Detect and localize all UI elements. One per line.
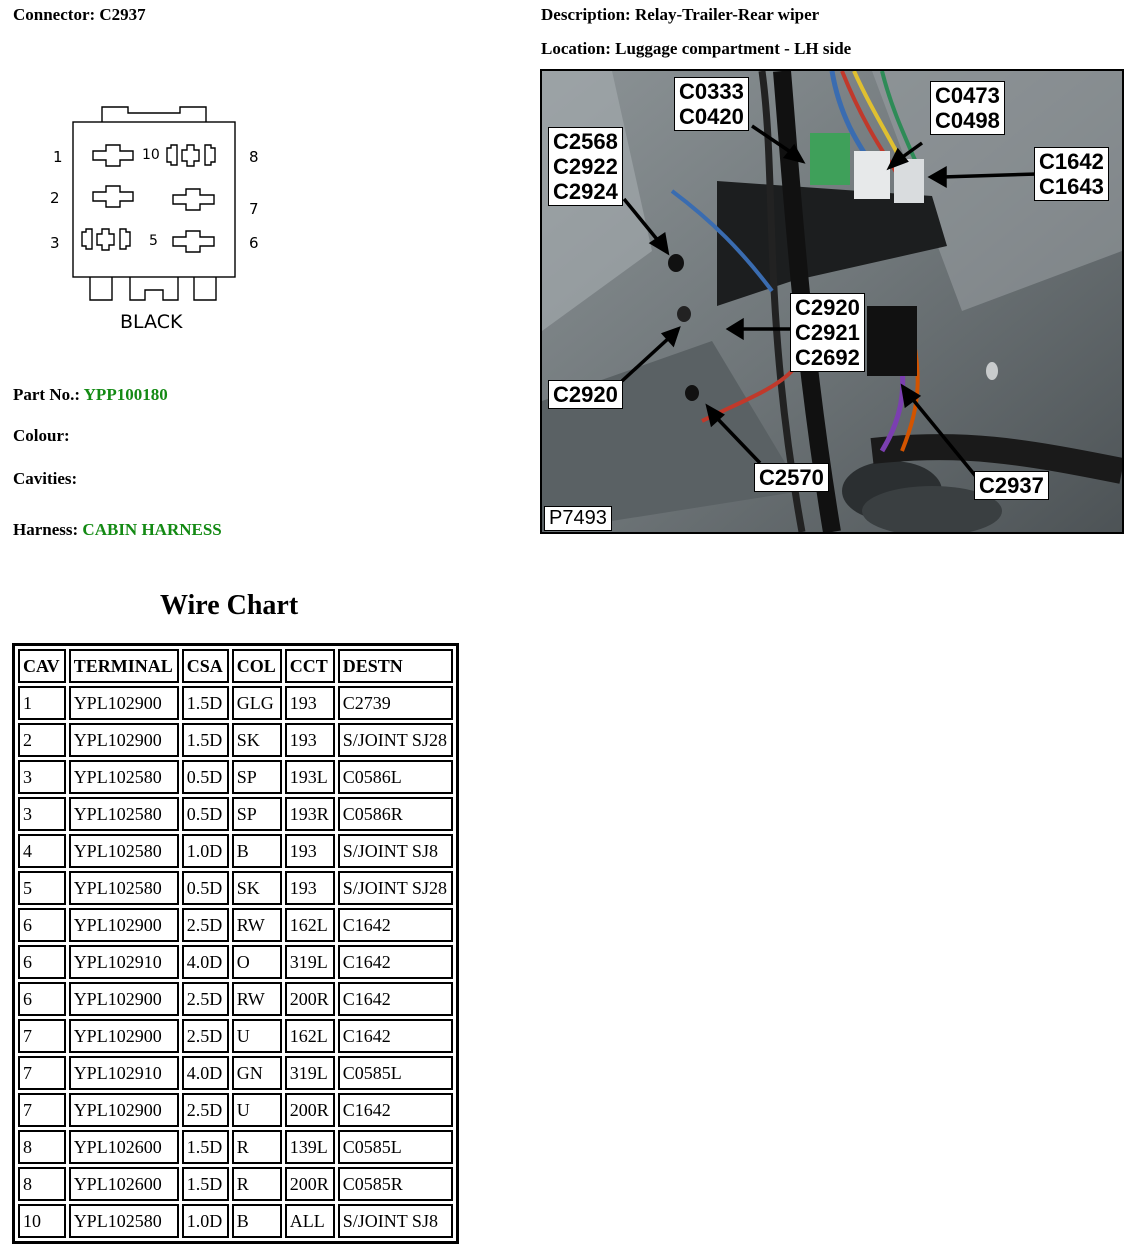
callout-c1642-c1643 — [1034, 147, 1109, 201]
callout-c2920-group — [790, 293, 865, 372]
pin-label-3: 3 — [50, 234, 60, 252]
harness-label: Harness: — [13, 520, 79, 539]
table-row — [18, 908, 453, 942]
cell-cav: 6 — [18, 945, 66, 979]
callout-c1643: C1643 — [1039, 174, 1104, 199]
cell-col: SP — [232, 797, 282, 831]
cell-csa: 1.5D — [182, 1167, 229, 1201]
cell-cav: 8 — [18, 1130, 66, 1164]
cell-destn: C1642 — [338, 908, 453, 942]
header-cav: CAV — [18, 649, 66, 683]
cell-col: RW — [232, 982, 282, 1016]
callout-c0473-c0498 — [930, 81, 1005, 135]
cell-col: B — [232, 1204, 282, 1238]
cell-cct: 193R — [285, 797, 335, 831]
cell-terminal: YPL102900 — [69, 686, 179, 720]
cell-csa: 1.0D — [182, 834, 229, 868]
cell-cav: 5 — [18, 871, 66, 905]
cell-csa: 4.0D — [182, 945, 229, 979]
connector-label: Connector: — [13, 5, 96, 24]
table-row — [18, 1130, 453, 1164]
cell-csa: 1.5D — [182, 686, 229, 720]
header-col: COL — [232, 649, 282, 683]
cell-cct: 162L — [285, 1019, 335, 1053]
harness-field — [13, 520, 222, 540]
cavities-label: Cavities: — [13, 469, 78, 488]
cell-col: GLG — [232, 686, 282, 720]
cell-col: R — [232, 1130, 282, 1164]
table-row — [18, 1093, 453, 1127]
cell-destn: C1642 — [338, 982, 453, 1016]
cell-terminal: YPL102600 — [69, 1130, 179, 1164]
cell-destn: C1642 — [338, 1019, 453, 1053]
location-value: Luggage compartment - LH side — [615, 39, 852, 58]
cell-destn: S/JOINT SJ8 — [338, 834, 453, 868]
cell-terminal: YPL102900 — [69, 982, 179, 1016]
connector-field — [13, 5, 146, 25]
photo-id-label: P7493 — [544, 506, 612, 531]
cell-cct: 193 — [285, 871, 335, 905]
cell-terminal: YPL102580 — [69, 1204, 179, 1238]
cell-cav: 6 — [18, 982, 66, 1016]
table-row — [18, 760, 453, 794]
cell-csa: 0.5D — [182, 760, 229, 794]
callout-c2921: C2921 — [795, 320, 860, 345]
harness-value: CABIN HARNESS — [82, 520, 222, 539]
colour-label: Colour: — [13, 426, 70, 445]
cell-col: U — [232, 1019, 282, 1053]
header-cct: CCT — [285, 649, 335, 683]
header-terminal: TERMINAL — [69, 649, 179, 683]
cell-terminal: YPL102580 — [69, 871, 179, 905]
connector-face-drawing — [40, 95, 280, 345]
table-row — [18, 1167, 453, 1201]
table-row — [18, 1019, 453, 1053]
location-photo — [540, 69, 1124, 534]
callout-c1642: C1642 — [1039, 149, 1104, 174]
cell-cav: 6 — [18, 908, 66, 942]
cell-destn: C0585L — [338, 1130, 453, 1164]
header-csa: CSA — [182, 649, 229, 683]
cell-terminal: YPL102600 — [69, 1167, 179, 1201]
cell-cct: 200R — [285, 982, 335, 1016]
cell-cct: 193 — [285, 723, 335, 757]
cell-terminal: YPL102580 — [69, 760, 179, 794]
cell-cct: 162L — [285, 908, 335, 942]
pin-label-7: 7 — [249, 200, 259, 218]
pin-label-8: 8 — [249, 148, 259, 166]
cell-terminal: YPL102580 — [69, 834, 179, 868]
cell-cct: 200R — [285, 1093, 335, 1127]
description-field — [541, 5, 819, 25]
cell-csa: 1.5D — [182, 723, 229, 757]
cell-col: SK — [232, 871, 282, 905]
description-label: Description: — [541, 5, 631, 24]
callout-c2692: C2692 — [795, 345, 860, 370]
cell-destn: C1642 — [338, 1093, 453, 1127]
cell-col: U — [232, 1093, 282, 1127]
callout-c2937: C2937 — [974, 471, 1049, 500]
callout-c0498: C0498 — [935, 108, 1000, 133]
cell-terminal: YPL102900 — [69, 908, 179, 942]
cell-cav: 7 — [18, 1056, 66, 1090]
cell-cct: ALL — [285, 1204, 335, 1238]
table-row — [18, 945, 453, 979]
cell-csa: 0.5D — [182, 797, 229, 831]
cell-destn: C0585L — [338, 1056, 453, 1090]
cell-terminal: YPL102900 — [69, 1093, 179, 1127]
pin-label-10: 10 — [142, 147, 160, 163]
cell-terminal: YPL102580 — [69, 797, 179, 831]
location-label: Location: — [541, 39, 611, 58]
cell-csa: 0.5D — [182, 871, 229, 905]
table-row — [18, 982, 453, 1016]
part-no-label: Part No.: — [13, 385, 81, 404]
table-row — [18, 871, 453, 905]
part-no-value: YPP100180 — [83, 385, 168, 404]
cell-csa: 2.5D — [182, 908, 229, 942]
cell-csa: 2.5D — [182, 982, 229, 1016]
cell-cav: 3 — [18, 797, 66, 831]
callout-c0333: C0333 — [679, 79, 744, 104]
wire-chart-header-row — [18, 649, 453, 683]
cell-terminal: YPL102900 — [69, 723, 179, 757]
cell-cct: 193 — [285, 834, 335, 868]
callout-c0420: C0420 — [679, 104, 744, 129]
cell-col: O — [232, 945, 282, 979]
wire-chart-title: Wire Chart — [160, 590, 299, 621]
part-no-field — [13, 385, 168, 405]
table-row — [18, 723, 453, 757]
callout-c2570: C2570 — [754, 463, 829, 492]
cell-csa: 2.5D — [182, 1019, 229, 1053]
cell-destn: S/JOINT SJ28 — [338, 871, 453, 905]
cell-cct: 319L — [285, 945, 335, 979]
callout-c2924: C2924 — [553, 179, 618, 204]
callout-c2568-group — [548, 127, 623, 206]
cell-csa: 2.5D — [182, 1093, 229, 1127]
cell-col: RW — [232, 908, 282, 942]
cell-cct: 193 — [285, 686, 335, 720]
table-row — [18, 797, 453, 831]
cell-col: SP — [232, 760, 282, 794]
cell-cct: 319L — [285, 1056, 335, 1090]
cell-cav: 4 — [18, 834, 66, 868]
callout-c2568: C2568 — [553, 129, 618, 154]
cell-cav: 7 — [18, 1019, 66, 1053]
connector-diagram — [40, 95, 280, 345]
cell-destn: S/JOINT SJ8 — [338, 1204, 453, 1238]
callout-c2920-lower: C2920 — [548, 380, 623, 409]
cell-destn: C0586L — [338, 760, 453, 794]
table-row — [18, 1056, 453, 1090]
cell-csa: 1.0D — [182, 1204, 229, 1238]
cell-cav: 10 — [18, 1204, 66, 1238]
table-row — [18, 686, 453, 720]
cell-destn: C1642 — [338, 945, 453, 979]
cell-col: B — [232, 834, 282, 868]
connector-value: C2937 — [99, 5, 146, 24]
cell-destn: C0586R — [338, 797, 453, 831]
cell-cav: 7 — [18, 1093, 66, 1127]
cell-terminal: YPL102900 — [69, 1019, 179, 1053]
callout-c0333-c0420 — [674, 77, 749, 131]
cell-cct: 193L — [285, 760, 335, 794]
cell-terminal: YPL102910 — [69, 945, 179, 979]
cell-csa: 4.0D — [182, 1056, 229, 1090]
cell-destn: S/JOINT SJ28 — [338, 723, 453, 757]
cell-cav: 3 — [18, 760, 66, 794]
cell-col: R — [232, 1167, 282, 1201]
pin-label-2: 2 — [50, 189, 60, 207]
table-row — [18, 1204, 453, 1238]
cell-destn: C0585R — [338, 1167, 453, 1201]
pin-label-6: 6 — [249, 234, 259, 252]
table-row — [18, 834, 453, 868]
cell-cav: 2 — [18, 723, 66, 757]
cell-cct: 139L — [285, 1130, 335, 1164]
description-value: Relay-Trailer-Rear wiper — [634, 5, 820, 24]
cell-cav: 1 — [18, 686, 66, 720]
cell-col: GN — [232, 1056, 282, 1090]
cell-csa: 1.5D — [182, 1130, 229, 1164]
callout-c2922: C2922 — [553, 154, 618, 179]
cell-cav: 8 — [18, 1167, 66, 1201]
cell-terminal: YPL102910 — [69, 1056, 179, 1090]
cell-col: SK — [232, 723, 282, 757]
cell-cct: 200R — [285, 1167, 335, 1201]
cell-destn: C2739 — [338, 686, 453, 720]
callout-c2920-upper: C2920 — [795, 295, 860, 320]
location-field — [541, 39, 851, 59]
connector-colour-caption: BLACK — [120, 311, 183, 333]
pin-label-5: 5 — [149, 233, 158, 249]
header-destn: DESTN — [338, 649, 453, 683]
wire-chart-table — [12, 643, 459, 1244]
callout-c0473: C0473 — [935, 83, 1000, 108]
pin-label-1: 1 — [53, 148, 63, 166]
